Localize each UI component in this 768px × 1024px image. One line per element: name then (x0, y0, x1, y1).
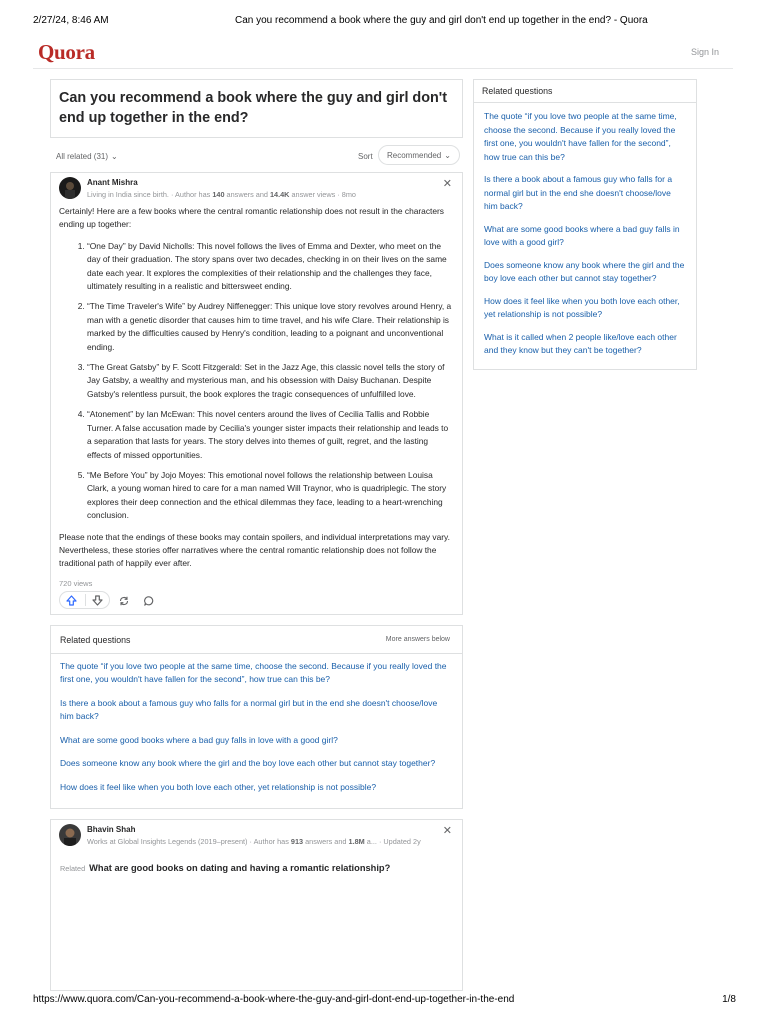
book-item: 2. “The Time Traveler's Wife” by Audrey Niffenegger: This unique love story revolves around Henry, a man with a genetic disorder that causes him to time travel, and his wife Clare. Their relationship is marked by the difficulties caused by Henry's condition, leading to a poignant and unconventional ending. (87, 300, 454, 354)
more-answers-below: More answers below (385, 635, 450, 643)
main-column (50, 79, 463, 991)
sidebar-question-link[interactable]: How does it feel like when you both love each other, yet relationship is not possible? (484, 295, 680, 319)
sidebar-question-link[interactable]: Is there a book about a famous guy who falls for a normal girl but in the end she doesn't choose/love him back? (484, 174, 673, 211)
upvote-icon[interactable] (65, 594, 78, 612)
question-title: Can you recommend a book where the guy and girl don't end up together in the end? (59, 90, 448, 126)
related-tag: Related (60, 864, 86, 874)
author-credentials: Works at Global Insights Legends (2019–present) · Author has 913 answers and 1.8M a... · Updated 2y (87, 837, 421, 847)
close-icon[interactable]: ✕ (442, 825, 452, 838)
related-questions-sidebar (473, 79, 697, 370)
author-name[interactable]: Bhavin Shah (87, 825, 136, 835)
book-item: 3. “The Great Gatsby” by F. Scott Fitzgerald: Set in the Jazz Age, this classic novel tells the story of Jay Gatsby, a wealthy and mysterious man, and his obsession with Daisy Buchanan. Despite Gatsby's relentless pursuit, the book explores the tragic consequences of unfulfilled love. (87, 361, 454, 401)
author-name[interactable]: Anant Mishra (87, 178, 138, 187)
sign-in-link[interactable]: Sign In (690, 47, 719, 57)
answer-card (50, 819, 463, 991)
answer-header (51, 820, 462, 850)
print-footer (0, 990, 768, 1010)
chevron-down-icon: ⌄ (111, 152, 118, 161)
sidebar-question-link[interactable]: The quote “if you love two people at the same time, choose the second. Because if you really loved the first one, you wouldn't have fallen for the second”, how true can this be? (484, 111, 677, 162)
answer-body (51, 203, 462, 571)
related-questions-inline (50, 625, 463, 810)
all-related-label: All related (31) (56, 152, 109, 161)
related-question-link[interactable]: How does it feel like when you both love each other, yet relationship is not possible? (60, 781, 377, 792)
sidebar-question-link[interactable]: Does someone know any book where the girl and the boy love each other but cannot stay together? (484, 259, 685, 283)
view-count: 720 views (59, 578, 93, 588)
downvote-icon[interactable] (91, 594, 104, 612)
sidebar-header (474, 80, 696, 103)
vote-pill (59, 591, 110, 609)
site-header (33, 38, 733, 69)
sort-dropdown[interactable] (378, 145, 460, 165)
sidebar-list (474, 103, 696, 369)
share-icon[interactable] (118, 594, 130, 612)
vote-divider (85, 594, 86, 606)
comment-icon[interactable] (143, 594, 155, 612)
avatar[interactable] (59, 177, 81, 199)
sort-label: Sort (358, 152, 373, 161)
author-credentials: Living in India since birth. · Author has 140 answers and 14.4K answer views · 8mo (87, 190, 356, 199)
action-bar (51, 588, 462, 615)
question-box (50, 79, 463, 138)
avatar[interactable] (59, 824, 81, 846)
related-question-link[interactable]: Does someone know any book where the girl and the boy love each other but cannot stay together? (60, 758, 436, 769)
print-page-number: 1/8 (722, 994, 736, 1005)
related-question-link[interactable]: What are good books on dating and having a romantic relationship? (89, 863, 391, 874)
related-header (51, 626, 462, 654)
print-header (0, 0, 768, 26)
sidebar-title: Related questions (482, 86, 553, 96)
print-date: 2/27/24, 8:46 AM (33, 15, 109, 26)
close-icon[interactable]: ✕ (442, 178, 452, 190)
chevron-down-icon: ⌄ (444, 151, 451, 160)
sort-value: Recommended (387, 151, 442, 160)
print-title: Can you recommend a book where the guy and girl don't end up together in the end? - Quora (235, 15, 648, 26)
print-url: https://www.quora.com/Can-you-recommend-a-book-where-the-guy-and-girl-dont-end-up-together-in-the-end (33, 994, 515, 1005)
all-related-filter[interactable] (56, 152, 118, 161)
quora-logo[interactable]: Quora (38, 40, 95, 64)
related-question-link[interactable]: Is there a book about a famous guy who falls for a normal girl but in the end she doesn't choose/love him back? (60, 697, 438, 722)
related-question-link[interactable]: What are some good books where a bad guy falls in love with a good girl? (60, 734, 338, 745)
book-item: 5. “Me Before You” by Jojo Moyes: This emotional novel follows the relationship between Louisa Clark, a young woman hired to care for a man named Will Traynor, who is quadriplegic. The story explores their deep connection and the ethical dilemmas they face, leading to a heart-wrenching conclusion. (87, 469, 454, 523)
filter-row (50, 138, 463, 172)
book-item: 1. “One Day” by David Nicholls: This novel follows the lives of Emma and Dexter, who meet on the day of their graduation. The story spans over two decades, checking in on their lives on the same date each year. It explores the complexities of their relationship and the challenges they face, ultimately resulting in a realistic and bittersweet ending. (87, 240, 454, 294)
related-list (51, 654, 462, 809)
related-question-link[interactable]: The quote “if you love two people at the same time, choose the second. Because if you really loved the first one, you wouldn't have fallen for the second”, how true can this be? (60, 660, 447, 685)
related-question (60, 863, 390, 874)
related-title: Related questions (60, 634, 131, 645)
answer-intro: Certainly! Here are a few books where the central romantic relationship does not result in the characters ending up together: (59, 206, 444, 230)
sidebar-question-link[interactable]: What are some good books where a bad guy falls in love with a good girl? (484, 223, 680, 247)
answer-outro: Please note that the endings of these books may contain spoilers, and individual interpretations may vary. Nevertheless, these stories offer narratives where the central romantic relationship does not follow the traditional path of happily ever after. (59, 531, 450, 569)
book-list (59, 240, 454, 523)
sidebar-question-link[interactable]: What is it called when 2 people like/love each other and they know but they can't be together? (484, 331, 677, 355)
answer-card (50, 172, 463, 615)
answer-header (51, 173, 462, 203)
book-item: 4. “Atonement” by Ian McEwan: This novel centers around the lives of Cecilia Tallis and Robbie Turner. A false accusation made by Cecilia's younger sister impacts their relationship and leads to a separation that lasts for years. The story delves into themes of guilt, regret, and the lasting effects of missed opportunities. (87, 408, 454, 462)
